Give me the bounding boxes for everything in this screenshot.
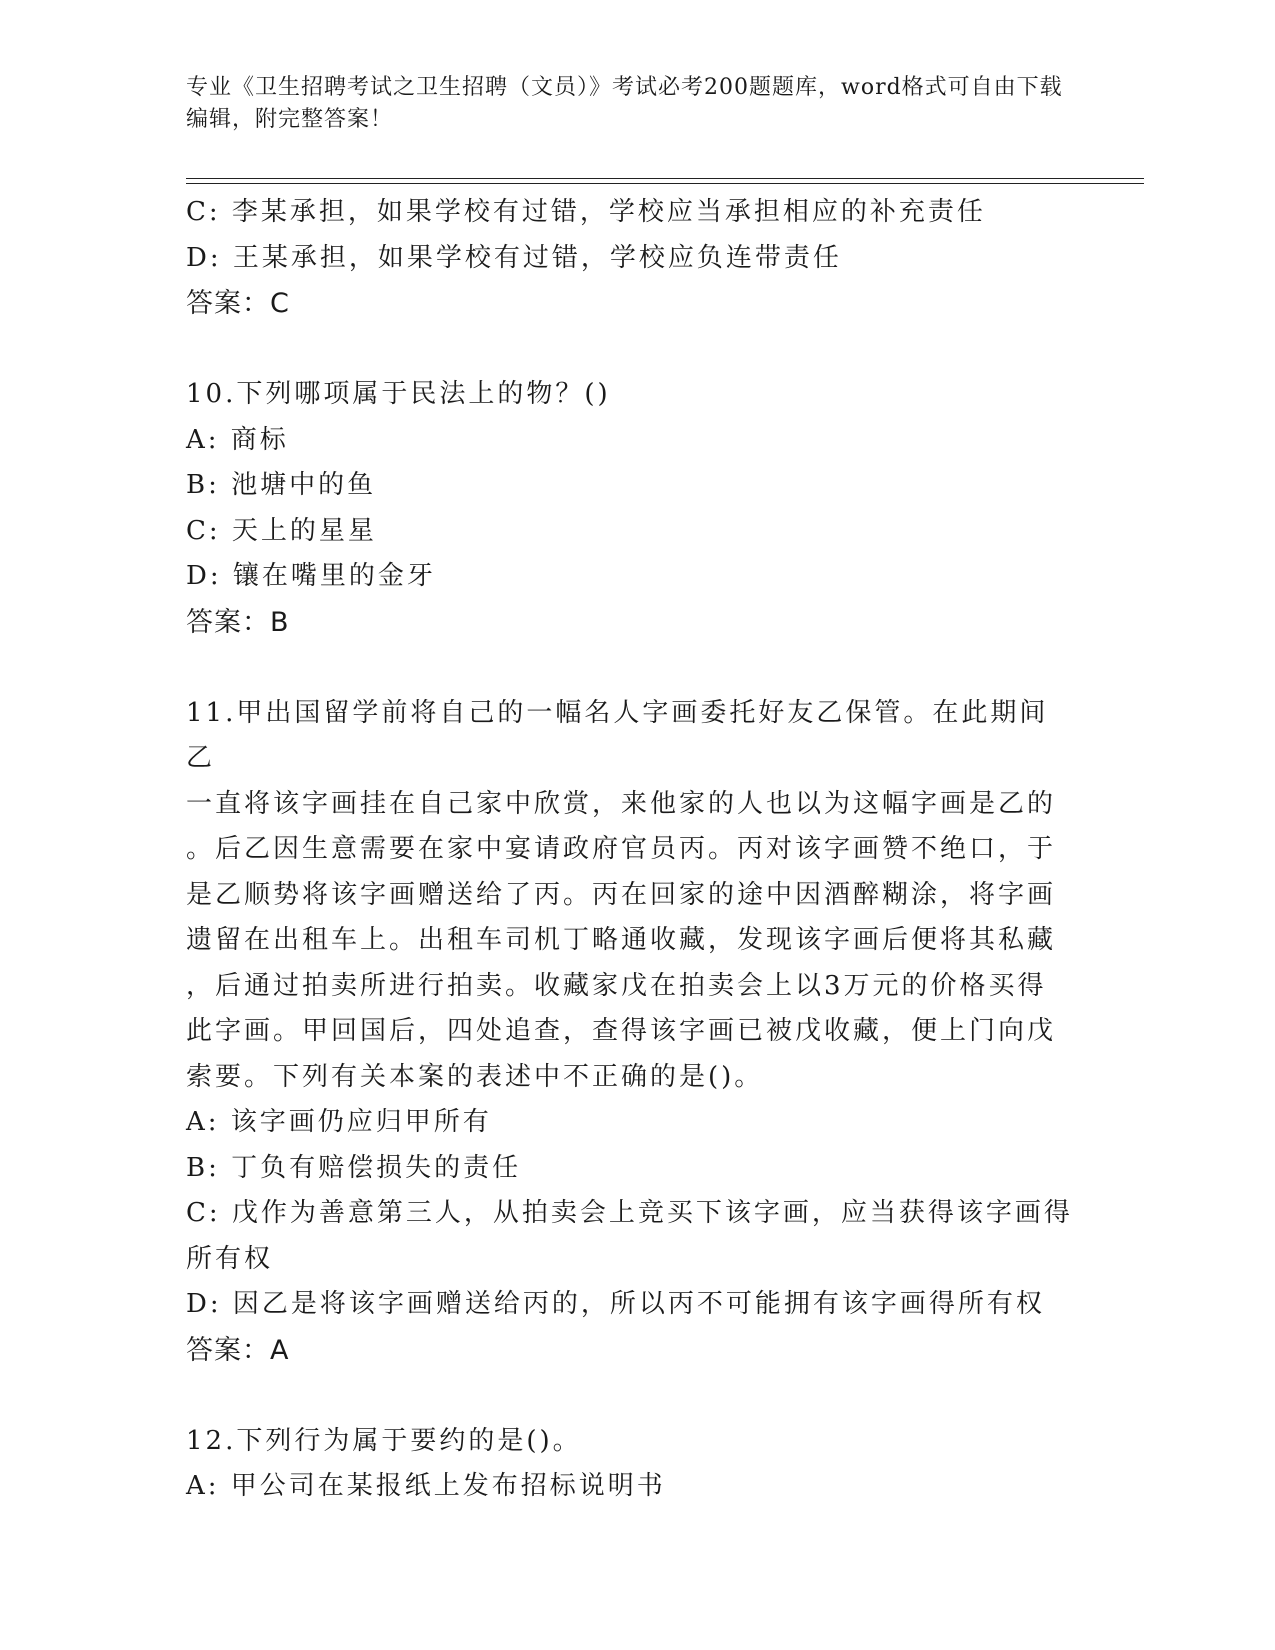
header-divider-top — [186, 178, 1144, 179]
question-stem-line: 。后乙因生意需要在家中宴请政府官员丙。丙对该字画赞不绝口，于 — [186, 834, 1057, 864]
answer-label: 答案：C — [186, 288, 290, 319]
header-title: 专业《卫生招聘考试之卫生招聘（文员）》考试必考200题题库，word格式可自由下载编辑，附完整答案！ — [186, 75, 1063, 132]
option-d: D: 镶在嘴里的金牙 — [186, 561, 436, 591]
option-c: C: 天上的星星 — [186, 515, 377, 546]
question-stem-line: 11.甲出国留学前将自己的一幅名人字画委托好友乙保管。在此期间乙 — [186, 697, 1049, 773]
document-header — [186, 72, 1066, 136]
option-b: B: 丁负有赔偿损失的责任 — [186, 1152, 522, 1183]
option-c: C: 戊作为善意第三人，从拍卖会上竞买下该字画，应当获得该字画得 — [186, 1198, 1073, 1228]
question-stem-line: ，后通过拍卖所进行拍卖。收藏家戊在拍卖会上以3万元的价格买得 — [186, 970, 1047, 1001]
question-stem-line: 是乙顺势将该字画赠送给了丙。丙在回家的途中因酒醉糊涂，将字画 — [186, 879, 1057, 910]
question-11 — [186, 691, 1076, 1374]
option-d: D: 因乙是将该字画赠送给丙的，所以丙不可能拥有该字画得所有权 — [186, 1289, 1045, 1319]
option-c: C: 李某承担，如果学校有过错，学校应当承担相应的补充责任 — [186, 197, 986, 227]
question-stem-line: 索要。下列有关本案的表述中不正确的是()。 — [186, 1061, 764, 1092]
spacer — [186, 645, 1076, 691]
answer-label: 答案：A — [186, 1334, 290, 1366]
spacer — [186, 327, 1076, 373]
answer-label: 答案：B — [186, 606, 290, 638]
option-a: A: 商标 — [186, 424, 289, 455]
spacer — [186, 1373, 1076, 1419]
question-stem-line: 一直将该字画挂在自己家中欣赏，来他家的人也以为这幅字画是乙的 — [186, 788, 1057, 819]
header-divider-bottom — [186, 183, 1144, 184]
option-c-continued: 所有权 — [186, 1243, 274, 1274]
option-d: D: 王某承担，如果学校有过错，学校应负连带责任 — [186, 242, 842, 273]
question-stem: 10.下列哪项属于民法上的物？() — [186, 379, 611, 409]
question-12 — [186, 1419, 1076, 1510]
question-stem: 12.下列行为属于要约的是()。 — [186, 1425, 582, 1456]
option-a: A: 该字画仍应归甲所有 — [186, 1107, 492, 1137]
option-a: A: 甲公司在某报纸上发布招标说明书 — [186, 1471, 666, 1501]
question-9-continuation — [186, 190, 1076, 327]
question-stem-line: 此字画。甲回国后，四处追查，查得该字画已被戊收藏，便上门向戊 — [186, 1016, 1057, 1046]
question-10 — [186, 372, 1076, 645]
document-body — [186, 190, 1076, 1510]
question-stem-line: 遗留在出租车上。出租车司机丁略通收藏，发现该字画后便将其私藏 — [186, 925, 1057, 955]
option-b: B: 池塘中的鱼 — [186, 470, 377, 500]
